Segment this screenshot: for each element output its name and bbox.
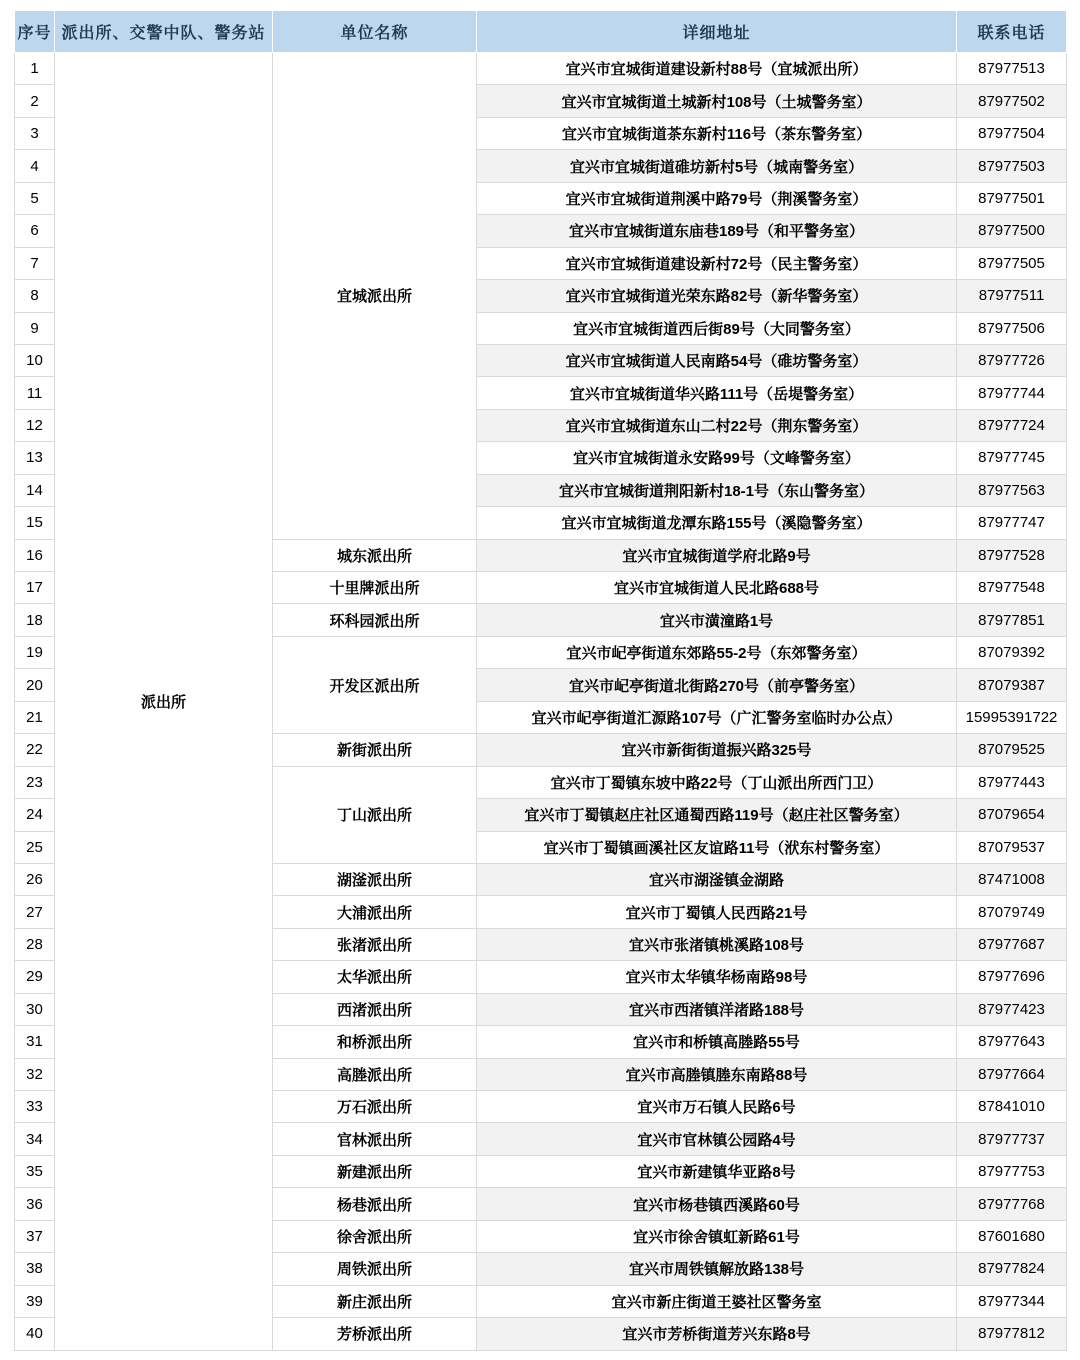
address-cell: 宜兴市宜城街道光荣东路82号（新华警务室） (477, 280, 957, 312)
row-number-cell: 24 (15, 799, 55, 831)
phone-cell: 87977747 (957, 507, 1067, 539)
phone-cell: 87977505 (957, 247, 1067, 279)
phone-cell: 87079525 (957, 734, 1067, 766)
table-header (15, 11, 1067, 53)
address-cell: 宜兴市屺亭街道北街路270号（前亭警务室） (477, 669, 957, 701)
column-header-category: 派出所、交警中队、警务站 (55, 11, 273, 53)
address-cell: 宜兴市丁蜀镇人民西路21号 (477, 896, 957, 928)
unit-name-cell: 城东派出所 (273, 539, 477, 571)
row-number-cell: 23 (15, 766, 55, 798)
address-cell: 宜兴市宜城街道东山二村22号（荆东警务室） (477, 409, 957, 441)
row-number-cell: 21 (15, 701, 55, 733)
row-number-cell: 34 (15, 1123, 55, 1155)
address-cell: 宜兴市杨巷镇西溪路60号 (477, 1188, 957, 1220)
row-number-cell: 7 (15, 247, 55, 279)
unit-name-cell: 杨巷派出所 (273, 1188, 477, 1220)
address-cell: 宜兴市万石镇人民路6号 (477, 1091, 957, 1123)
row-number-cell: 10 (15, 344, 55, 376)
address-cell: 宜兴市太华镇华杨南路98号 (477, 961, 957, 993)
phone-cell: 87977548 (957, 572, 1067, 604)
row-number-cell: 33 (15, 1091, 55, 1123)
unit-name-cell: 新街派出所 (273, 734, 477, 766)
row-number-cell: 9 (15, 312, 55, 344)
phone-cell: 87977528 (957, 539, 1067, 571)
unit-name-cell: 开发区派出所 (273, 636, 477, 733)
header-row (15, 11, 1067, 53)
unit-name-cell: 万石派出所 (273, 1091, 477, 1123)
unit-name-cell: 官林派出所 (273, 1123, 477, 1155)
row-number-cell: 35 (15, 1155, 55, 1187)
row-number-cell: 15 (15, 507, 55, 539)
address-cell: 宜兴市宜城街道人民北路688号 (477, 572, 957, 604)
address-cell: 宜兴市宜城街道华兴路111号（岳堤警务室） (477, 377, 957, 409)
row-number-cell: 25 (15, 831, 55, 863)
unit-name-cell: 西渚派出所 (273, 993, 477, 1025)
unit-name-cell: 徐舍派出所 (273, 1220, 477, 1252)
row-number-cell: 22 (15, 734, 55, 766)
row-number-cell: 40 (15, 1318, 55, 1350)
row-number-cell: 1 (15, 53, 55, 85)
row-number-cell: 13 (15, 442, 55, 474)
unit-name-cell: 高塍派出所 (273, 1058, 477, 1090)
row-number-cell: 26 (15, 863, 55, 895)
unit-name-cell: 湖滏派出所 (273, 863, 477, 895)
address-cell: 宜兴市宜城街道永安路99号（文峰警务室） (477, 442, 957, 474)
row-number-cell: 12 (15, 409, 55, 441)
table-body (15, 53, 1067, 1351)
address-cell: 宜兴市宜城街道西后街89号（大同警务室） (477, 312, 957, 344)
phone-cell: 87977744 (957, 377, 1067, 409)
row-number-cell: 36 (15, 1188, 55, 1220)
address-cell: 宜兴市徐舍镇虹新路61号 (477, 1220, 957, 1252)
row-number-cell: 20 (15, 669, 55, 701)
address-cell: 宜兴市新街街道振兴路325号 (477, 734, 957, 766)
row-number-cell: 3 (15, 117, 55, 149)
phone-cell: 87841010 (957, 1091, 1067, 1123)
address-cell: 宜兴市西渚镇洋渚路188号 (477, 993, 957, 1025)
column-header-phone: 联系电话 (957, 11, 1067, 53)
address-cell: 宜兴市宜城街道龙潭东路155号（溪隐警务室） (477, 507, 957, 539)
address-cell: 宜兴市新庄街道王婆社区警务室 (477, 1285, 957, 1317)
address-cell: 宜兴市新建镇华亚路8号 (477, 1155, 957, 1187)
unit-name-cell: 丁山派出所 (273, 766, 477, 863)
row-number-cell: 6 (15, 215, 55, 247)
phone-cell: 87471008 (957, 863, 1067, 895)
row-number-cell: 37 (15, 1220, 55, 1252)
phone-cell: 87977500 (957, 215, 1067, 247)
unit-name-cell: 芳桥派出所 (273, 1318, 477, 1350)
row-number-cell: 16 (15, 539, 55, 571)
address-cell: 宜兴市高塍镇塍东南路88号 (477, 1058, 957, 1090)
unit-name-cell: 太华派出所 (273, 961, 477, 993)
phone-cell: 87079537 (957, 831, 1067, 863)
phone-cell: 87977745 (957, 442, 1067, 474)
address-cell: 宜兴市宜城街道建设新村72号（民主警务室） (477, 247, 957, 279)
address-cell: 宜兴市丁蜀镇东坡中路22号（丁山派出所西门卫） (477, 766, 957, 798)
phone-cell: 87977344 (957, 1285, 1067, 1317)
row-number-cell: 30 (15, 993, 55, 1025)
column-header-unit: 单位名称 (273, 11, 477, 53)
unit-name-cell: 宜城派出所 (273, 53, 477, 540)
row-number-cell: 28 (15, 928, 55, 960)
address-cell: 宜兴市宜城街道学府北路9号 (477, 539, 957, 571)
row-number-cell: 5 (15, 182, 55, 214)
unit-name-cell: 新建派出所 (273, 1155, 477, 1187)
address-cell: 宜兴市张渚镇桃溪路108号 (477, 928, 957, 960)
row-number-cell: 11 (15, 377, 55, 409)
unit-name-cell: 周铁派出所 (273, 1253, 477, 1285)
unit-name-cell: 大浦派出所 (273, 896, 477, 928)
phone-cell: 87977501 (957, 182, 1067, 214)
row-number-cell: 17 (15, 572, 55, 604)
address-cell: 宜兴市宜城街道东庙巷189号（和平警务室） (477, 215, 957, 247)
phone-cell: 87977502 (957, 85, 1067, 117)
row-number-cell: 14 (15, 474, 55, 506)
column-header-address: 详细地址 (477, 11, 957, 53)
phone-cell: 87977851 (957, 604, 1067, 636)
address-cell: 宜兴市宜城街道荆阳新村18-1号（东山警务室） (477, 474, 957, 506)
row-number-cell: 4 (15, 150, 55, 182)
phone-cell: 87977768 (957, 1188, 1067, 1220)
phone-cell: 87977513 (957, 53, 1067, 85)
phone-cell: 87977753 (957, 1155, 1067, 1187)
row-number-cell: 32 (15, 1058, 55, 1090)
row-number-cell: 19 (15, 636, 55, 668)
phone-cell: 87977696 (957, 961, 1067, 993)
phone-cell: 87977737 (957, 1123, 1067, 1155)
unit-name-cell: 新庄派出所 (273, 1285, 477, 1317)
phone-cell: 87079654 (957, 799, 1067, 831)
row-number-cell: 39 (15, 1285, 55, 1317)
phone-cell: 15995391722 (957, 701, 1067, 733)
row-number-cell: 8 (15, 280, 55, 312)
phone-cell: 87601680 (957, 1220, 1067, 1252)
address-cell: 宜兴市屺亭街道东郊路55-2号（东郊警务室） (477, 636, 957, 668)
phone-cell: 87977724 (957, 409, 1067, 441)
category-cell: 派出所 (55, 53, 273, 1351)
phone-cell: 87079392 (957, 636, 1067, 668)
phone-cell: 87977511 (957, 280, 1067, 312)
row-number-cell: 27 (15, 896, 55, 928)
table-row (15, 53, 1067, 85)
phone-cell: 87977563 (957, 474, 1067, 506)
row-number-cell: 2 (15, 85, 55, 117)
row-number-cell: 31 (15, 1026, 55, 1058)
address-cell: 宜兴市宜城街道碓坊新村5号（城南警务室） (477, 150, 957, 182)
unit-name-cell: 环科园派出所 (273, 604, 477, 636)
unit-name-cell: 和桥派出所 (273, 1026, 477, 1058)
address-cell: 宜兴市宜城街道茶东新村116号（茶东警务室） (477, 117, 957, 149)
address-cell: 宜兴市湖滏镇金湖路 (477, 863, 957, 895)
address-cell: 宜兴市宜城街道荆溪中路79号（荆溪警务室） (477, 182, 957, 214)
unit-name-cell: 张渚派出所 (273, 928, 477, 960)
phone-cell: 87079749 (957, 896, 1067, 928)
phone-cell: 87977824 (957, 1253, 1067, 1285)
address-cell: 宜兴市屺亭街道汇源路107号（广汇警务室临时办公点） (477, 701, 957, 733)
address-cell: 宜兴市宜城街道建设新村88号（宜城派出所） (477, 53, 957, 85)
row-number-cell: 18 (15, 604, 55, 636)
phone-cell: 87977504 (957, 117, 1067, 149)
address-cell: 宜兴市宜城街道土城新村108号（土城警务室） (477, 85, 957, 117)
phone-cell: 87977812 (957, 1318, 1067, 1350)
phone-cell: 87079387 (957, 669, 1067, 701)
phone-cell: 87977443 (957, 766, 1067, 798)
phone-cell: 87977726 (957, 344, 1067, 376)
phone-cell: 87977423 (957, 993, 1067, 1025)
phone-cell: 87977687 (957, 928, 1067, 960)
phone-cell: 87977643 (957, 1026, 1067, 1058)
phone-cell: 87977664 (957, 1058, 1067, 1090)
address-cell: 宜兴市周铁镇解放路138号 (477, 1253, 957, 1285)
address-cell: 宜兴市丁蜀镇赵庄社区通蜀西路119号（赵庄社区警务室） (477, 799, 957, 831)
address-cell: 宜兴市潢潼路1号 (477, 604, 957, 636)
address-cell: 宜兴市芳桥街道芳兴东路8号 (477, 1318, 957, 1350)
address-cell: 宜兴市丁蜀镇画溪社区友谊路11号（洑东村警务室） (477, 831, 957, 863)
address-cell: 宜兴市宜城街道人民南路54号（碓坊警务室） (477, 344, 957, 376)
address-cell: 宜兴市官林镇公园路4号 (477, 1123, 957, 1155)
phone-cell: 87977506 (957, 312, 1067, 344)
police-contact-table (14, 10, 1067, 1351)
unit-name-cell: 十里牌派出所 (273, 572, 477, 604)
row-number-cell: 38 (15, 1253, 55, 1285)
phone-cell: 87977503 (957, 150, 1067, 182)
row-number-cell: 29 (15, 961, 55, 993)
address-cell: 宜兴市和桥镇高塍路55号 (477, 1026, 957, 1058)
column-header-no: 序号 (15, 11, 55, 53)
